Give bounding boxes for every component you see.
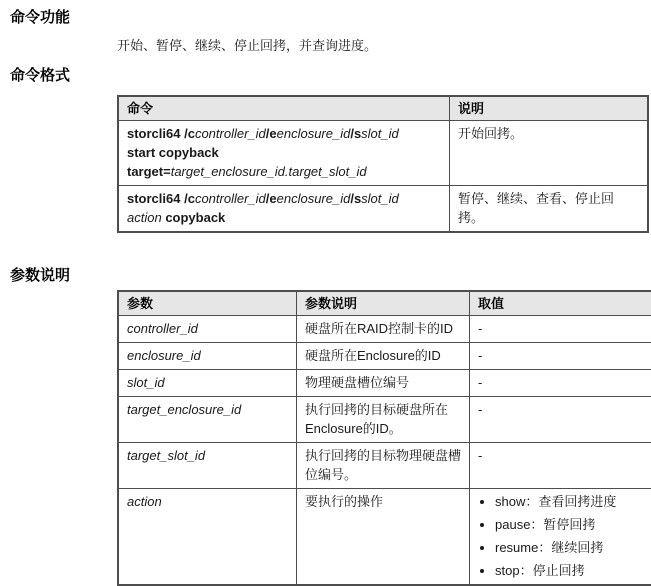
command-text-segment: /s — [350, 126, 361, 141]
parameter-name-cell: target_enclosure_id — [118, 397, 297, 443]
table-row — [118, 370, 651, 397]
command-text-segment: controller_id — [195, 126, 266, 141]
parameter-value-cell: - — [470, 343, 651, 370]
column-header-command: 命令 — [118, 96, 450, 121]
command-cell — [118, 121, 450, 186]
parameter-value-cell: - — [470, 443, 651, 489]
table-row — [118, 443, 651, 489]
parameter-name-cell: controller_id — [118, 316, 297, 343]
parameter-description-cell: 硬盘所在Enclosure的ID — [297, 343, 470, 370]
command-table — [117, 95, 649, 233]
action-value-item: • resume：继续回拷 — [495, 538, 651, 557]
table-row — [118, 121, 648, 186]
parameter-value-cell: - — [470, 370, 651, 397]
command-text-segment: /e — [266, 126, 277, 141]
description-cell: 开始回拷。 — [450, 121, 649, 186]
command-text-segment: /s — [350, 191, 361, 206]
parameter-description-cell: 要执行的操作 — [297, 489, 470, 586]
table-row — [118, 343, 651, 370]
action-value-item: • pause：暂停回拷 — [495, 515, 651, 534]
parameter-description-cell: 执行回拷的目标物理硬盘槽位编号。 — [297, 443, 470, 489]
column-header-parameter: 参数 — [118, 291, 297, 316]
command-text-segment: target= — [127, 164, 171, 179]
command-text-segment: slot_id — [361, 191, 399, 206]
action-values-list — [478, 492, 651, 580]
description-cell: 暂停、继续、查看、停止回拷。 — [450, 186, 649, 233]
command-text-segment: start copyback — [127, 145, 219, 160]
parameter-value-cell: - — [470, 316, 651, 343]
section-heading-parameter-description: 参数说明 — [10, 264, 70, 285]
command-table-header-row — [118, 96, 648, 121]
command-cell — [118, 186, 450, 233]
section-heading-command-function: 命令功能 — [10, 6, 70, 27]
parameter-description-cell: 执行回拷的目标硬盘所在Enclosure的ID。 — [297, 397, 470, 443]
command-text-segment: enclosure_id — [277, 126, 351, 141]
parameter-name-cell: slot_id — [118, 370, 297, 397]
parameter-description-cell: 物理硬盘槽位编号 — [297, 370, 470, 397]
section-heading-command-format: 命令格式 — [10, 64, 70, 85]
command-text-segment: /e — [266, 191, 277, 206]
parameter-description-cell: 硬盘所在RAID控制卡的ID — [297, 316, 470, 343]
command-text-segment: target_enclosure_id.target_slot_id — [171, 164, 367, 179]
parameter-value-cell: - — [470, 397, 651, 443]
command-text-segment: storcli64 /c — [127, 126, 195, 141]
parameter-name-cell: action — [118, 489, 297, 586]
table-row — [118, 186, 648, 233]
parameter-name-cell: target_slot_id — [118, 443, 297, 489]
parameter-name-cell: enclosure_id — [118, 343, 297, 370]
column-header-value: 取值 — [470, 291, 651, 316]
command-function-text: 开始、暂停、继续、停止回拷，并查询进度。 — [117, 36, 377, 55]
table-row — [118, 397, 651, 443]
column-header-description: 说明 — [450, 96, 649, 121]
command-text-segment: action — [127, 210, 165, 225]
command-text-segment: controller_id — [195, 191, 266, 206]
parameter-table — [117, 290, 651, 586]
action-value-item: • stop：停止回拷 — [495, 561, 651, 580]
parameter-value-cell — [470, 489, 651, 586]
table-row — [118, 316, 651, 343]
action-value-item: • show：查看回拷进度 — [495, 492, 651, 511]
parameter-table-header-row — [118, 291, 651, 316]
column-header-parameter-description: 参数说明 — [297, 291, 470, 316]
command-text-segment: enclosure_id — [277, 191, 351, 206]
command-text-segment: storcli64 /c — [127, 191, 195, 206]
command-text-segment: slot_id — [361, 126, 399, 141]
command-text-segment: copyback — [165, 210, 225, 225]
table-row — [118, 489, 651, 586]
